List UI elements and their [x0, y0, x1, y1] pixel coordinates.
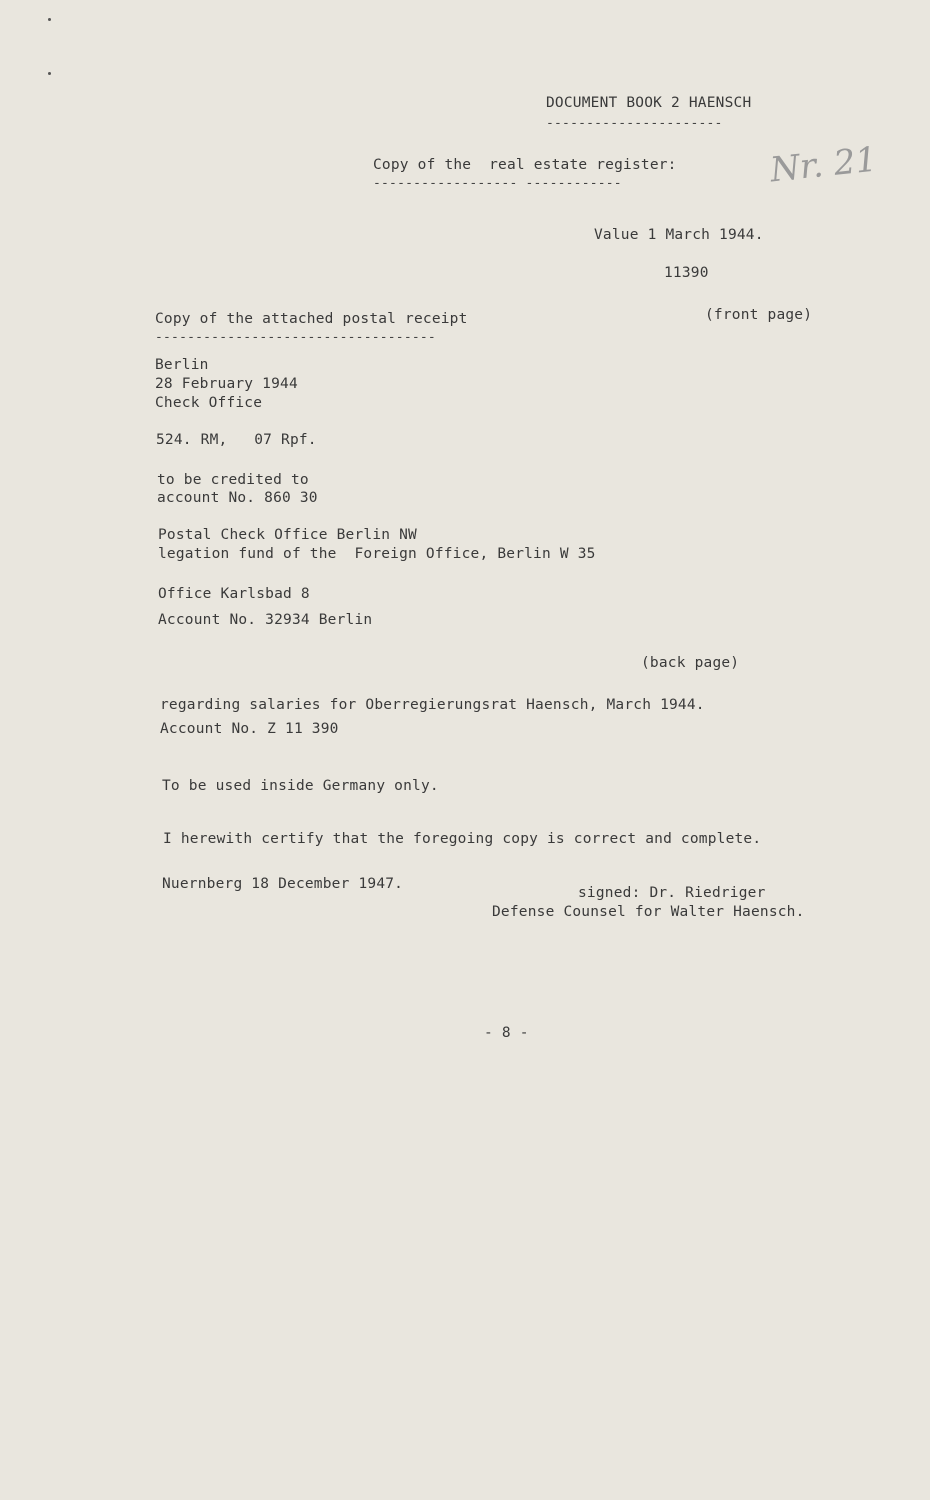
value-number: 11390: [664, 265, 709, 281]
value-date: Value 1 March 1944.: [594, 227, 764, 243]
page-number: - 8 -: [484, 1025, 529, 1041]
regarding-salaries-line: regarding salaries for Oberregierungsrat Haensch, March 1944.: [160, 697, 705, 713]
front-page-label: (front page): [705, 307, 813, 323]
legation-fund-line: legation fund of the Foreign Office, Berlin W 35: [158, 546, 596, 562]
paper-speck: [48, 72, 51, 75]
back-page-label: (back page): [641, 655, 740, 671]
receipt-title: Copy of the attached postal receipt: [155, 311, 468, 327]
receipt-date: 28 February 1944: [155, 376, 298, 392]
germany-only-note: To be used inside Germany only.: [162, 778, 439, 794]
header-underline: ----------------------: [546, 116, 723, 131]
office-karlsbad-line: Office Karlsbad 8: [158, 586, 310, 602]
certification-statement: I herewith certify that the foregoing copy is correct and complete.: [163, 831, 762, 847]
receipt-office: Check Office: [155, 395, 263, 411]
register-title: Copy of the real estate register:: [373, 157, 677, 173]
credited-line-1: to be credited to: [157, 472, 309, 488]
credited-line-2: account No. 860 30: [157, 490, 318, 506]
defense-counsel-line: Defense Counsel for Walter Haensch.: [492, 904, 805, 920]
paper-speck: [48, 18, 51, 21]
account-number-line: Account No. 32934 Berlin: [158, 612, 373, 628]
register-title-underline: ------------------ ------------: [373, 176, 622, 191]
receipt-city: Berlin: [155, 357, 209, 373]
receipt-title-underline: -----------------------------------: [155, 330, 436, 345]
postal-office-line: Postal Check Office Berlin NW: [158, 527, 417, 543]
account-reference-line: Account No. Z 11 390: [160, 721, 339, 737]
receipt-amount: 524. RM, 07 Rpf.: [156, 432, 317, 448]
place-and-date: Nuernberg 18 December 1947.: [162, 876, 404, 892]
document-book-header: DOCUMENT BOOK 2 HAENSCH: [546, 95, 752, 111]
handwritten-document-number: Nr. 21: [768, 139, 879, 191]
signature-line: signed: Dr. Riedriger: [578, 885, 766, 901]
